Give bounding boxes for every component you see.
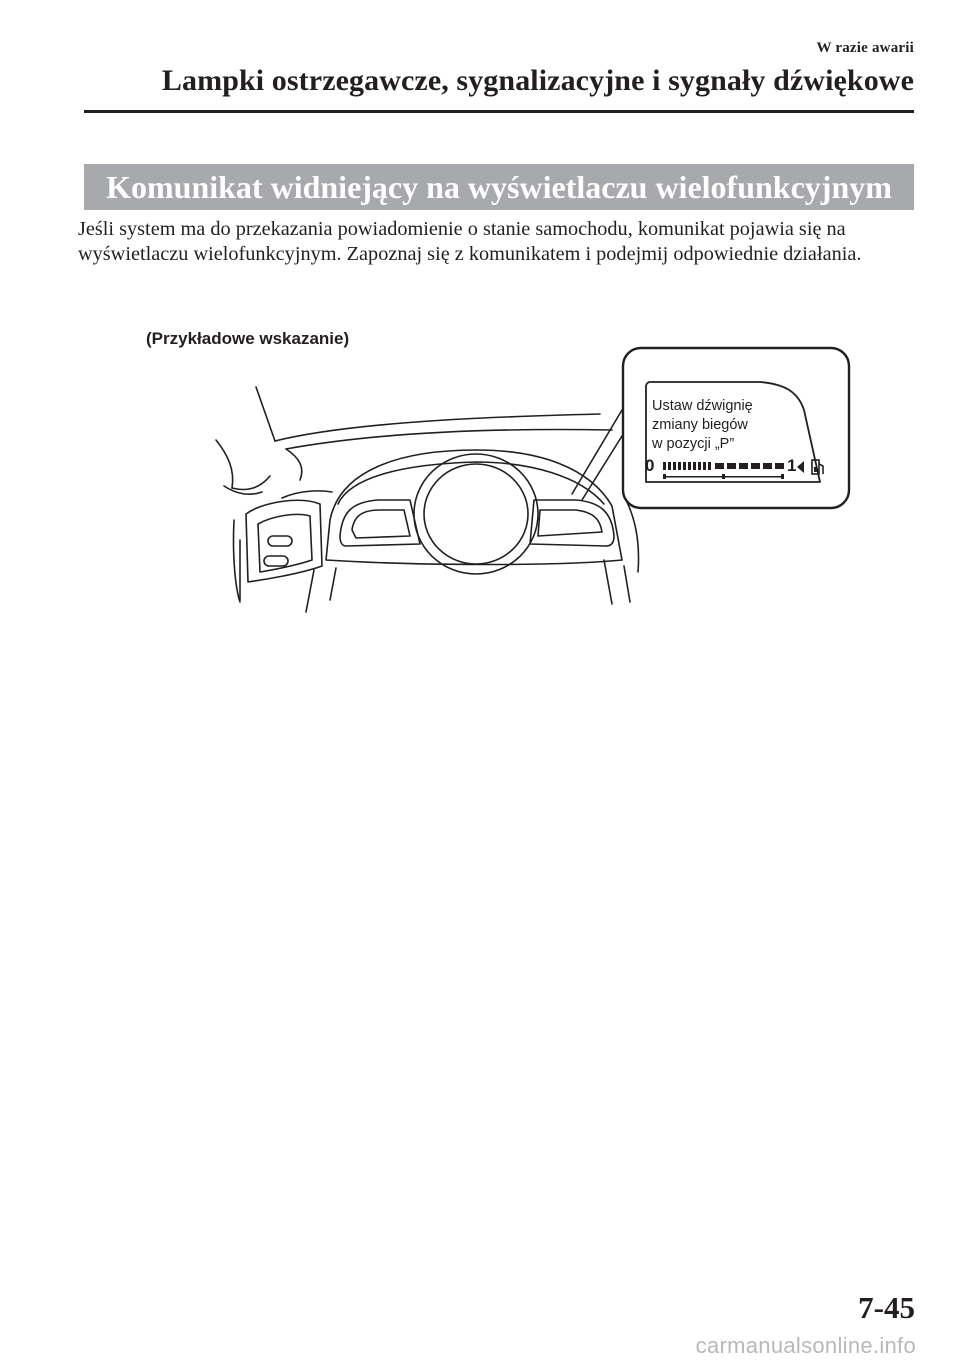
watermark: carmanualsonline.info [695, 1333, 916, 1358]
display-message [652, 397, 753, 454]
display-line: w pozycji „P” [652, 436, 735, 452]
callout-leader [572, 410, 622, 494]
page-number: 7-45 [858, 1290, 915, 1325]
left-sub-display [340, 500, 420, 546]
article-heading: Komunikat widniejący na wyświetlaczu wielofunkcyjnym [84, 164, 914, 210]
fuel-gauge-min-label: 0 [645, 456, 655, 475]
windshield-pillar [256, 387, 275, 441]
triangle-left-icon [797, 461, 804, 473]
cluster-hood [326, 450, 622, 565]
chapter-label: W razie awarii [816, 40, 914, 56]
dashboard-figure [0, 0, 960, 620]
display-line: Ustaw dźwignię [652, 398, 753, 414]
right-sub-display [530, 500, 614, 546]
fuel-gauge-max-label: 1 [787, 456, 797, 475]
figure-caption: (Przykładowe wskazanie) [146, 329, 350, 348]
central-gauge [414, 454, 538, 574]
display-line: zmiany biegów [652, 417, 748, 433]
section-title: Lampki ostrzegawcze, sygnalizacyjne i sygnały dźwiękowe [161, 64, 914, 97]
dashboard-top-edge [275, 414, 600, 441]
article-paragraph: Jeśli system ma do przekazania powiadomienie o stanie samochodu, komunikat pojawia się na wyświetlaczu wielofunkcyjnym. Zapoznaj się z komunikatem i podejmij odpowiednie działania. [78, 218, 862, 265]
dashboard-illustration [0, 0, 960, 620]
fuel-gauge-bar [663, 462, 784, 479]
